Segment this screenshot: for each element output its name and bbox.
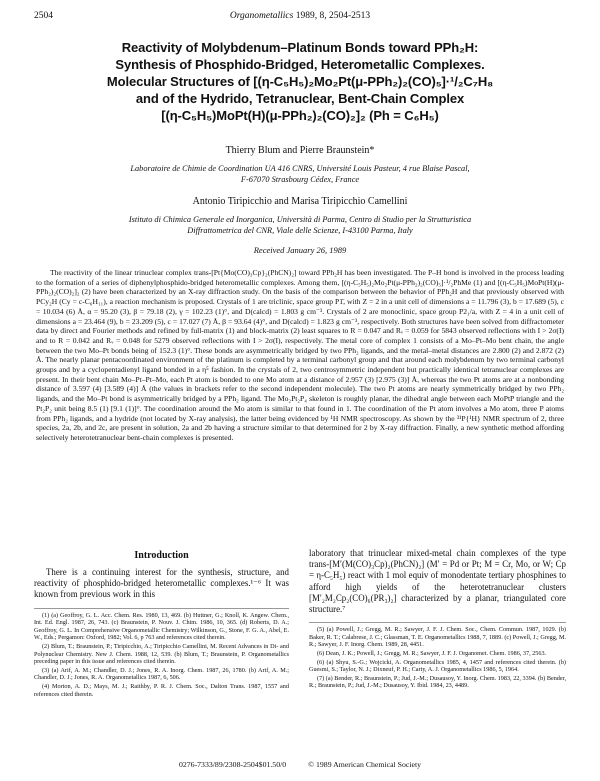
title-line: [(η-C₅H₅)MoPt(H)(μ-PPh₂)₂(CO)₂]₂ (Ph = C₆H₅)	[161, 108, 439, 123]
reference: (6) (a) Shyu, S.-G.; Wojcicki, A. Organometallics 1985, 4, 1457 and references cited therein. (b) Guesmi, S.; Taylor, N. J.; Dixneuf, P. H.; Carty, A. J. Organometallics 1986, 5, 1964.	[309, 658, 566, 674]
footnotes-right	[309, 622, 566, 690]
left-column	[34, 548, 289, 699]
journal-citation	[34, 11, 566, 21]
title-line: Molecular Structures of [(η-C₅H₅)₂Mo₂Pt(μ-PPh₂)₂(CO)₅]·¹/₂C₇H₈	[106, 74, 494, 89]
reference: (2) Blum, T.; Braunstein, P.; Tiripicchio, A.; Tiripicchio Camellini, M. Recent Advances in Di- and Polynuclear Chemistry. New J. Chem. 1988, 12, 539. (b) Blum, T.; Braunstein, P. Organometallics preceding paper in this issue and references cited therein.	[34, 642, 289, 666]
authors-group-1: Thierry Blum and Pierre Braunstein*	[225, 145, 375, 156]
abstract: The reactivity of the linear trinuclear complex trans-[Pt{Mo(CO)₃Cp}₂(PhCN)₂] toward PPh₂H has been investigated. The P–H bond is involved in the process leading to the formation of a series of diphenylphosphido-bridged heterometallic complexes. Among them, [(η-C₅H₅)₂Mo₂Pt(μ-PPh₂)₂(CO)₅]·¹/₂PhMe (1) and [(η-C₅H₅)MoPt(H)(μ-PPh₂)₂(CO)₂]₂ (2) have been characterized by an X-ray diffraction study. On the basis of the comparison between the behavior of PPh₂H and that previously observed with PCy₂H (Cy = c-C₆H₁₁), a reaction mechanism is proposed. Crystals of 1 are triclinic, space group P1̄, with Z = 2 in a unit cell of dimensions a = 11.796 (3), b = 17.689 (5), c = 10.034 (6) Å, α = 95.20 (3), β = 79.18 (2), γ = 102.23 (1)°, and D(calcd) = 1.803 g cm⁻³. Crystals of 2 are monoclinic, space group P2₁/a, with Z = 4 in a unit cell of dimensions a = 23.464 (9), b = 23.209 (5), c = 17.027 (7) Å, β = 93.64 (4)°, and D(calcd) = 1.823 g cm⁻³, respectively. Both structures have been solved from diffractometer data by direct and Fourier methods and refined by full-matrix (1) and block-matrix (2) least squares to R = 0.047 and Rᵥ = 0.059 for 5843 observed reflections with I > 2σ(I) and to R = 0.042 and Rᵥ = 0.048 for 5279 observed reflections with I > 2σ(I), respectively. The metal core of complex 1 consists of a Mo–Pt–Mo bent chain, the angle between the two Mo–Pt bonds being of 152.3 (1)°. These bonds are asymmetrically bridged by two PPh₂ ligands, and the metal–metal distances are 2.800 (2) and 2.872 (2) Å. The nearly planar pentacoordinated environment of the platinum is completed by a terminal carbonyl group and that around each molybdenum by two terminal carbonyl groups and by a cyclopentadienyl ligand bonded in a η⁵ fashion. In the crystals of 2, two centrosymmetric independent but practically identical tetranuclear complexes are present. In their bent chain Mo–Pt–Pt–Mo, each Pt atom is bonded to one Mo atom at a distance of 2.957 (3) [2.975 (3)] Å, whereas the two Pt atoms are at a nonbonding distance of 3.597 (4) [3.589 (4)] Å (the values in brackets refer to the second independent molecule). The two Pt atoms are nearly symmetrically bridged by two PPh₂ ligands, and the Mo–Pt bond is asymmetrically bridged by a PPh₂ ligand. The Mo₂Pt₂P₄ skeleton is roughly planar, the dihedral angle between each MoPtP triangle and the Pt₂P₂ unit being 8.5 (1) [9.1 (1)]°. The coordination around the Mo atom is similar to that found in 1. The coordination of the Pt atom involves a Mo atom, three P atoms from PPh₂ ligands, and a hydride (not located by X-ray analysis), the latter being evidenced by ¹H NMR spectroscopy. As shown by the ³¹P{¹H} NMR spectrum of 2, three species, 2a, 2b, and 2c, are present in solution, 2a and 2b having a structure similar to that determined for 2 by X-ray diffraction. Finally, a new synthetic method affording selectively heterotetranuclear bent-chain complexes is presented.	[36, 268, 564, 442]
page-footer	[0, 760, 600, 772]
reference: (1) (a) Geoffroy, G. L. Acc. Chem. Res. 1980, 13, 469. (b) Huttner, G.; Knoll, K. Angew. Chem., Int. Ed. Engl. 1987, 26, 743. (c) Braunstein, P. Nouv. J. Chim. 1986, 10, 365. (d) Roberts, D. A.; Geoffroy, G. L. In Comprehensive Organometallic Chemistry; Wilkinson, G., Stone, F. G. A., Abel, E. W., Eds.; Pergamon: Oxford, 1982; Vol. 6, p 763 and references cited therein.	[34, 611, 289, 642]
affiliation-line: Laboratoire de Chimie de Coordination UA 416 CNRS, Université Louis Pasteur, 4 rue Blaise Pascal,	[130, 164, 470, 173]
affiliation-line: F-67070 Strasbourg Cédex, France	[240, 175, 360, 184]
running-header	[34, 11, 566, 25]
affiliation-1	[60, 163, 540, 185]
copyright: © 1989 American Chemical Society	[308, 760, 422, 769]
affiliation-line: Istituto di Chimica Generale ed Inorganica, Università di Parma, Centro di Studio per la Strutturistica	[128, 215, 472, 224]
authors-group-2: Antonio Tiripicchio and Marisa Tiripicchio Camellini	[192, 196, 408, 207]
title-line: Reactivity of Molybdenum–Platinum Bonds toward PPh₂H:	[121, 40, 479, 55]
reference: (4) Morton, A. D.; Mays, M. J.; Raithby, P. R. J. Chem. Soc., Dalton Trans. 1987, 1557 and references cited therein.	[34, 682, 289, 698]
reference: (6) Dean, J. K.; Powell, J.; Gregg, M. R.; Sawyer, J. F. J. Organomet. Chem. 1986, 37, 2563.	[317, 650, 547, 657]
received-date: Received January 26, 1989	[253, 245, 347, 255]
reference: (7) (a) Bender, R.; Braunstein, P.; Jud, J.-M.; Dusausoy, Y. Inorg. Chem. 1983, 22, 3394. (b) Bender, R.; Braunstein, P.; Jud, J.-M.; Dusausoy, Y. Ibid. 1984, 23, 4489.	[309, 674, 566, 690]
section-heading: Introduction	[134, 550, 189, 561]
affiliation-2	[60, 214, 540, 236]
intro-paragraph-continued: laboratory that trinuclear mixed-metal chain complexes of the type trans-[M′(M(CO)₃Cp)₂(PhCN)₂] (M′ = Pd or Pt; M = Cr, Mo, or W; Cp = η-C₅H₅) react with 1 mol equiv of monodentate tertiary phosphines to afford high yields of the heterotetranuclear clusters [M′₂M₂Cp₂(CO)₆(PR₃)₂] characterized by a planar, triangulated core structure.⁷	[309, 548, 566, 615]
reference: (3) (a) Arif, A. M.; Chandler, D. J.; Jones, R. A. Inorg. Chem. 1987, 26, 1780. (b) Arif, A. M.; Chandler, D. J.; Jones, R. A. Organometallics 1987, 6, 506.	[34, 666, 289, 682]
reference: (5) (a) Powell, J.; Gregg, M. R.; Sawyer, J. F. J. Chem. Soc., Chem. Commun. 1987, 1029. (b) Baker, R. T.; Calabrese, J. C.; Glassman, T. E. Organometallics 1988, 7, 1889. (c) Powell, J.; Gregg, M. R.; Sawyer, J. F. Inorg. Chem. 1989, 28, 4451.	[309, 626, 566, 649]
footnotes-left	[34, 608, 289, 699]
journal-name: Organometallics	[229, 11, 294, 21]
journal-volume: 1989, 8, 2504-2513	[295, 11, 371, 21]
page-number: 2504	[34, 11, 53, 21]
title-line: Synthesis of Phosphido-Bridged, Heterometallic Complexes.	[115, 57, 485, 72]
article-title	[40, 39, 560, 124]
article-code: 0276-7333/89/2308-2504$01.50/0	[178, 760, 287, 769]
affiliation-line: Diffrattometrica del CNR, Viale delle Scienze, I-43100 Parma, Italy	[187, 226, 413, 235]
right-column	[309, 548, 566, 691]
title-line: and of the Hydrido, Tetranuclear, Bent-Chain Complex	[135, 91, 465, 106]
intro-paragraph: There is a continuing interest for the synthesis, structure, and reactivity of phosphido-bridged heterometallic complexes.¹⁻⁶ It was known from previous work in this	[34, 567, 289, 600]
